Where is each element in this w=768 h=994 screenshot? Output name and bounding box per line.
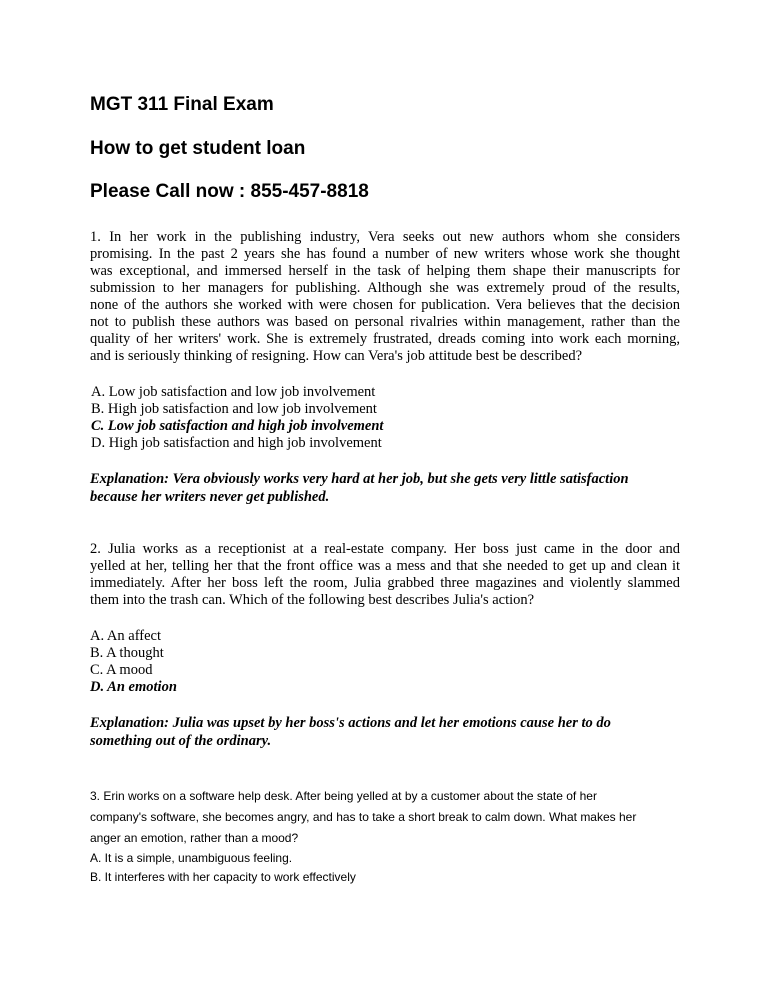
explanation-line: something out of the ordinary.	[90, 733, 272, 749]
question-1-line: and is seriously thinking of resigning. How can Vera's job attitude best be described?	[90, 348, 583, 364]
question-1-text	[90, 229, 680, 365]
question-1-option: B. High job satisfaction and low job involvement	[91, 401, 377, 417]
question-2-explanation	[90, 714, 680, 750]
question-2-line: 2. Julia works as a receptionist at a real-estate company. Her boss just came in the door and	[90, 541, 680, 557]
question-3-option: A. It is a simple, unambiguous feeling.	[90, 851, 293, 865]
question-3-line: company's software, she becomes angry, and has to take a short break to calm down. What makes her	[90, 810, 637, 824]
question-1-explanation	[90, 470, 680, 506]
question-2-text	[90, 541, 680, 609]
question-1-line: submission to her managers for publishing. Although she was extremely proud of the results,	[90, 280, 680, 296]
question-1-line: 1. In her work in the publishing industry, Vera seeks out new authors whom she considers	[90, 229, 680, 245]
question-1-line: quality of her writers' work. She is extremely frustrated, dreads coming into work each morning,	[90, 331, 680, 347]
question-2-correct-option: D. An emotion	[90, 679, 177, 695]
question-1-correct-option: C. Low job satisfaction and high job involvement	[91, 418, 384, 434]
question-1-option: A. Low job satisfaction and low job involvement	[91, 384, 376, 400]
question-2-line: yelled at her, telling her that the front office was a mess and that she needed to get up and clean it	[90, 558, 680, 574]
question-1-line: not to publish these authors was based on personal rivalries within management, rather than the	[90, 314, 680, 330]
explanation-line: Explanation: Vera obviously works very hard at her job, but she gets very little satisfaction	[90, 471, 629, 487]
question-1-line: was exceptional, and immersed herself in the task of helping them shape their manuscripts for	[90, 263, 680, 279]
question-2-option: B. A thought	[90, 645, 164, 661]
question-3-option: B. It interferes with her capacity to work effectively	[90, 870, 356, 884]
question-2-line: immediately. After her boss left the room, Julia grabbed three magazines and violently slammed	[90, 575, 680, 591]
question-2-option: A. An affect	[90, 628, 161, 644]
question-2-line: them into the trash can. Which of the following best describes Julia's action?	[90, 592, 535, 608]
question-3	[90, 786, 690, 887]
question-1-option: D. High job satisfaction and high job involvement	[91, 435, 382, 451]
question-2-option: C. A mood	[90, 662, 153, 678]
question-1-options	[91, 384, 681, 452]
question-1-line: none of the authors she worked with were chosen for publication. Vera believes that the decision	[90, 297, 680, 313]
question-1-line: promising. In the past 2 years she has found a number of new writers whose work she thought	[90, 246, 680, 262]
call-line: Please Call now : 855-457-8818	[90, 181, 369, 202]
explanation-line: because her writers never get published.	[90, 489, 330, 505]
explanation-line: Explanation: Julia was upset by her boss's actions and let her emotions cause her to do	[90, 715, 611, 731]
page-title: MGT 311 Final Exam	[90, 94, 274, 115]
page-subtitle: How to get student loan	[90, 138, 306, 159]
question-3-line: 3. Erin works on a software help desk. After being yelled at by a customer about the state of her	[90, 789, 597, 803]
question-2-options	[90, 628, 680, 696]
question-3-line: anger an emotion, rather than a mood?	[90, 831, 299, 845]
